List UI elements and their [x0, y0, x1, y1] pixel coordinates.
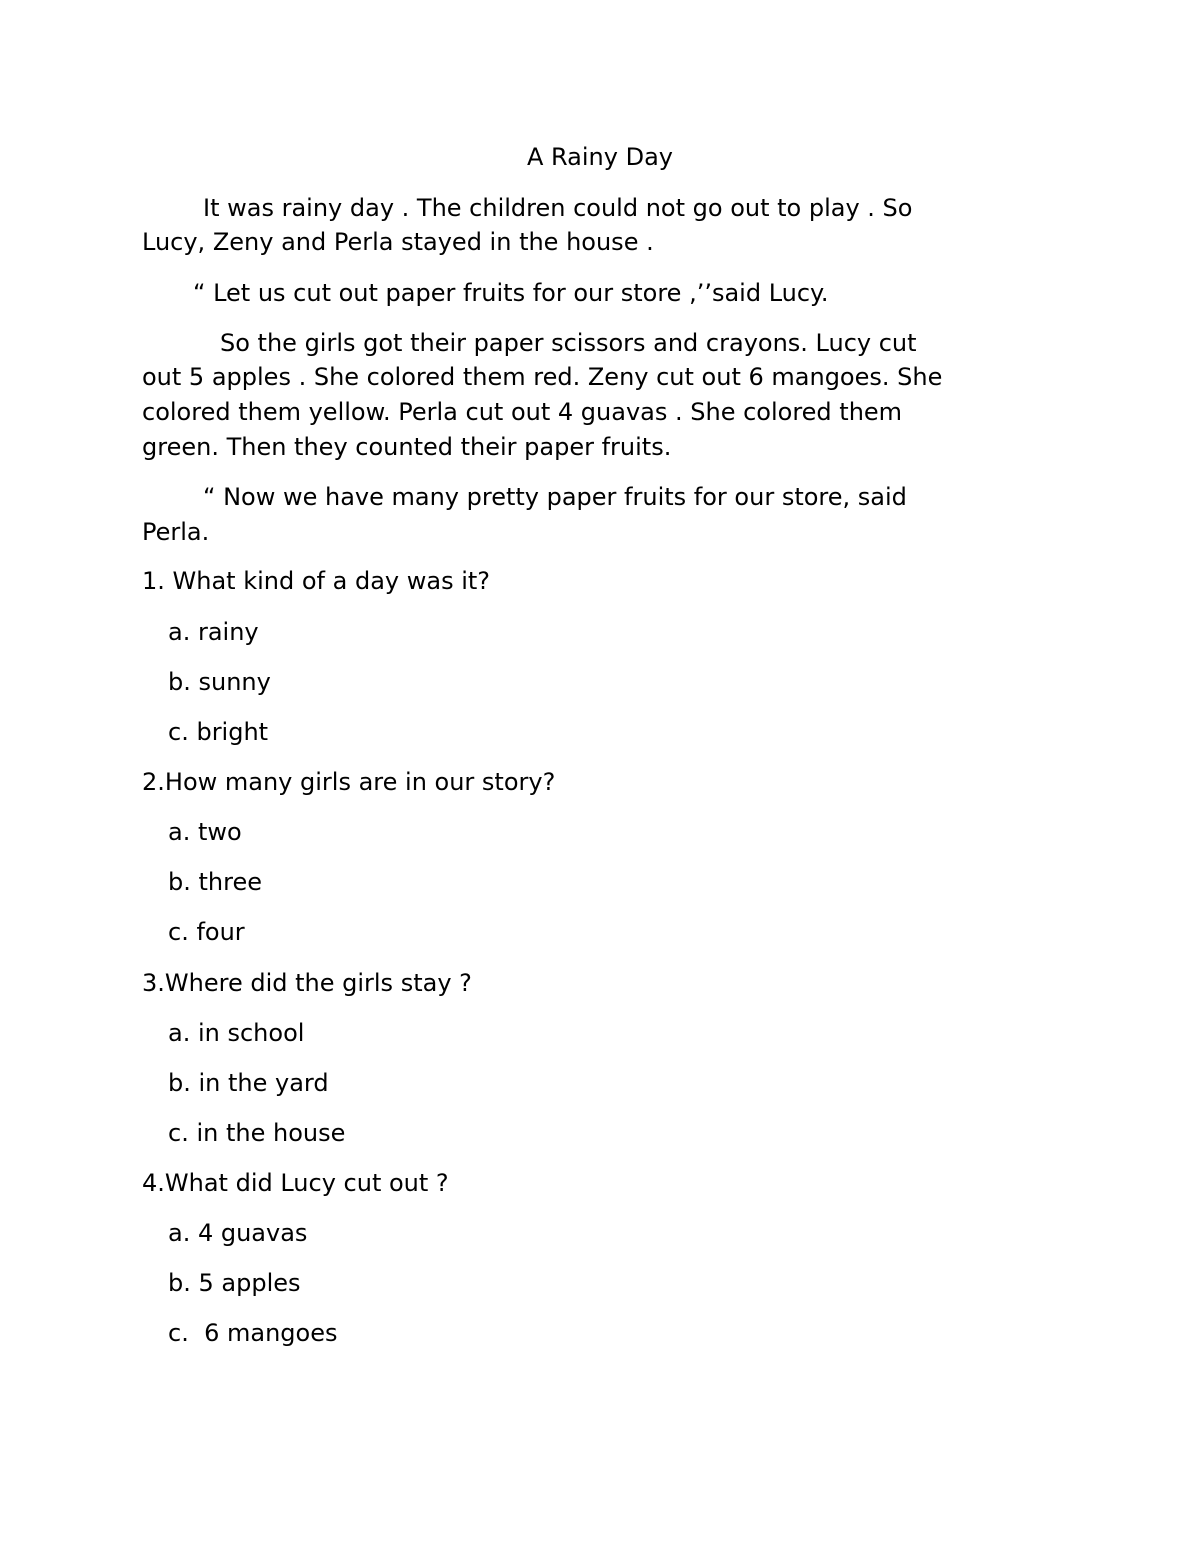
story-paragraph-3-line-3: colored them yellow. Perla cut out 4 guavas . She colored them [142, 398, 903, 426]
question-2-prompt: 2.How many girls are in our story? [142, 768, 556, 796]
question-1-option-c: c. bright [168, 718, 269, 746]
question-4-prompt: 4.What did Lucy cut out ? [142, 1169, 449, 1197]
question-1-prompt: 1. What kind of a day was it? [142, 567, 491, 595]
question-4-option-a: a. 4 guavas [168, 1219, 308, 1247]
question-2-option-a: a. two [168, 818, 242, 846]
story-paragraph-4-line-1: “ Now we have many pretty paper fruits for our store, said [203, 483, 907, 511]
question-1-option-b: b. sunny [168, 668, 271, 696]
story-paragraph-3-line-4: green. Then they counted their paper fruits. [142, 433, 672, 461]
question-3-option-b: b. in the yard [168, 1069, 329, 1097]
question-2-option-b: b. three [168, 868, 262, 896]
document-title: A Rainy Day [526, 143, 673, 171]
question-4-option-c: c. 6 mangoes [168, 1319, 338, 1347]
question-3-option-a: a. in school [168, 1019, 305, 1047]
question-3-option-c: c. in the house [168, 1119, 346, 1147]
question-4-option-b: b. 5 apples [168, 1269, 301, 1297]
story-paragraph-4-line-2: Perla. [142, 518, 210, 546]
story-paragraph-3-line-2: out 5 apples . She colored them red. Zeny cut out 6 mangoes. She [142, 363, 943, 391]
story-paragraph-3-line-1: So the girls got their paper scissors and crayons. Lucy cut [220, 329, 917, 357]
question-1-option-a: a. rainy [168, 618, 259, 646]
story-paragraph-1-line-2: Lucy, Zeny and Perla stayed in the house . [142, 228, 654, 256]
question-3-prompt: 3.Where did the girls stay ? [142, 969, 472, 997]
story-paragraph-2-line-1: “ Let us cut out paper fruits for our store ,’’said Lucy. [193, 279, 829, 307]
story-paragraph-1-line-1: It was rainy day . The children could not go out to play . So [203, 194, 913, 222]
question-2-option-c: c. four [168, 918, 245, 946]
